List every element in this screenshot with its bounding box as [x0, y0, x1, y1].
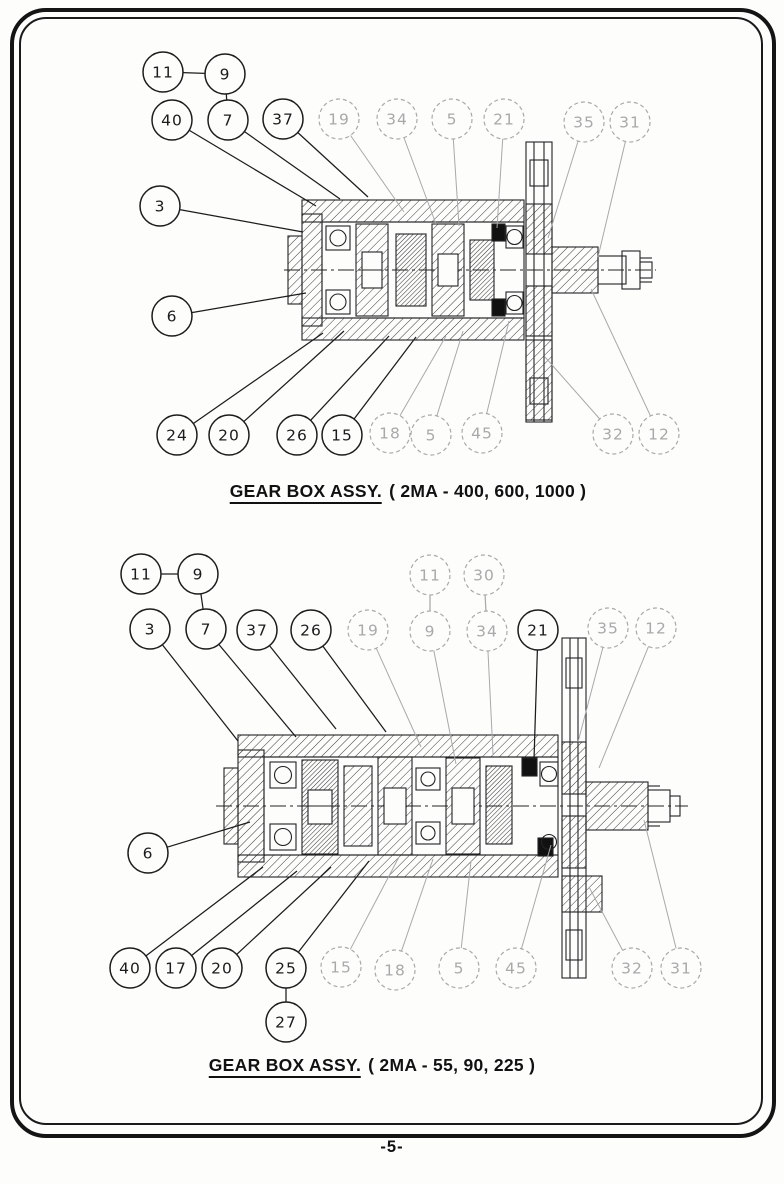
svg-text:9: 9: [424, 622, 436, 641]
svg-text:12: 12: [648, 425, 670, 444]
svg-text:9: 9: [219, 65, 231, 84]
balloon-11: [121, 554, 161, 594]
balloon-6: [128, 833, 168, 873]
svg-text:7: 7: [200, 620, 212, 639]
svg-text:40: 40: [119, 959, 141, 978]
svg-text:15: 15: [331, 426, 353, 445]
svg-text:17: 17: [165, 959, 187, 978]
balloon-45: [496, 948, 536, 988]
svg-text:21: 21: [527, 621, 549, 640]
balloon-45: [462, 413, 502, 453]
svg-text:27: 27: [275, 1013, 297, 1032]
svg-text:3: 3: [154, 197, 166, 216]
svg-text:34: 34: [386, 110, 408, 129]
footer-page-number: -5-: [380, 1138, 404, 1156]
svg-text:31: 31: [619, 113, 641, 132]
svg-text:30: 30: [473, 566, 495, 585]
svg-text:20: 20: [218, 426, 240, 445]
balloon-25: [266, 948, 306, 988]
balloon-21: [484, 99, 524, 139]
balloon-9: [205, 54, 245, 94]
balloon-5: [439, 948, 479, 988]
svg-text:15: 15: [330, 958, 352, 977]
balloon-26: [291, 610, 331, 650]
gearbox-drawing-bottom: [216, 638, 688, 978]
svg-text:26: 26: [286, 426, 308, 445]
balloon-3: [130, 609, 170, 649]
balloon-34: [377, 99, 417, 139]
balloon-31: [661, 948, 701, 988]
balloon-5: [411, 415, 451, 455]
balloon-12: [636, 608, 676, 648]
balloon-17: [156, 948, 196, 988]
balloon-6: [152, 296, 192, 336]
svg-text:7: 7: [222, 111, 234, 130]
balloon-37: [237, 610, 277, 650]
svg-text:21: 21: [493, 110, 515, 129]
svg-text:45: 45: [471, 424, 493, 443]
caption-top: [230, 481, 587, 502]
balloon-7: [208, 100, 248, 140]
svg-text:11: 11: [152, 63, 174, 82]
caption-top-models: ( 2MA - 400, 600, 1000 ): [389, 481, 587, 501]
svg-text:18: 18: [379, 424, 401, 443]
balloon-40: [110, 948, 150, 988]
balloon-19: [348, 610, 388, 650]
balloon-3: [140, 186, 180, 226]
balloon-18: [375, 950, 415, 990]
svg-text:45: 45: [505, 959, 527, 978]
balloon-7: [186, 609, 226, 649]
gearbox-drawing-top: [284, 142, 656, 422]
svg-text:25: 25: [275, 959, 297, 978]
svg-text:34: 34: [476, 622, 498, 641]
svg-text:31: 31: [670, 959, 692, 978]
caption-bottom-models: ( 2MA - 55, 90, 225 ): [368, 1055, 536, 1075]
svg-text:19: 19: [357, 621, 379, 640]
balloon-37: [263, 99, 303, 139]
svg-text:5: 5: [425, 426, 437, 445]
svg-text:37: 37: [272, 110, 294, 129]
balloon-27: [266, 1002, 306, 1042]
svg-text:20: 20: [211, 959, 233, 978]
balloon-11: [410, 555, 450, 595]
svg-text:19: 19: [328, 110, 350, 129]
balloon-9: [410, 611, 450, 651]
svg-text:6: 6: [142, 844, 154, 863]
svg-text:5: 5: [453, 959, 465, 978]
svg-text:35: 35: [573, 113, 595, 132]
svg-text:40: 40: [161, 111, 183, 130]
balloon-30: [464, 555, 504, 595]
balloon-31: [610, 102, 650, 142]
balloon-11: [143, 52, 183, 92]
balloon-18: [370, 413, 410, 453]
caption-top-title: GEAR BOX ASSY.: [230, 481, 382, 504]
caption-bottom-title: GEAR BOX ASSY.: [209, 1055, 361, 1078]
svg-text:26: 26: [300, 621, 322, 640]
svg-text:3: 3: [144, 620, 156, 639]
svg-text:35: 35: [597, 619, 619, 638]
balloon-21: [518, 610, 558, 650]
balloon-35: [588, 608, 628, 648]
balloon-32: [612, 948, 652, 988]
svg-text:5: 5: [446, 110, 458, 129]
balloon-5: [432, 99, 472, 139]
balloon-26: [277, 415, 317, 455]
svg-text:32: 32: [621, 959, 643, 978]
balloon-15: [322, 415, 362, 455]
balloon-32: [593, 414, 633, 454]
svg-text:9: 9: [192, 565, 204, 584]
svg-text:37: 37: [246, 621, 268, 640]
balloon-12: [639, 414, 679, 454]
svg-text:11: 11: [130, 565, 152, 584]
svg-text:18: 18: [384, 961, 406, 980]
balloon-9: [178, 554, 218, 594]
balloon-34: [467, 611, 507, 651]
svg-text:6: 6: [166, 307, 178, 326]
balloon-20: [209, 415, 249, 455]
balloon-35: [564, 102, 604, 142]
balloon-19: [319, 99, 359, 139]
svg-text:11: 11: [419, 566, 441, 585]
balloon-20: [202, 948, 242, 988]
balloon-24: [157, 415, 197, 455]
balloon-15: [321, 947, 361, 987]
svg-text:32: 32: [602, 425, 624, 444]
svg-text:12: 12: [645, 619, 667, 638]
caption-bottom: [209, 1055, 535, 1076]
balloon-40: [152, 100, 192, 140]
svg-text:24: 24: [166, 426, 188, 445]
